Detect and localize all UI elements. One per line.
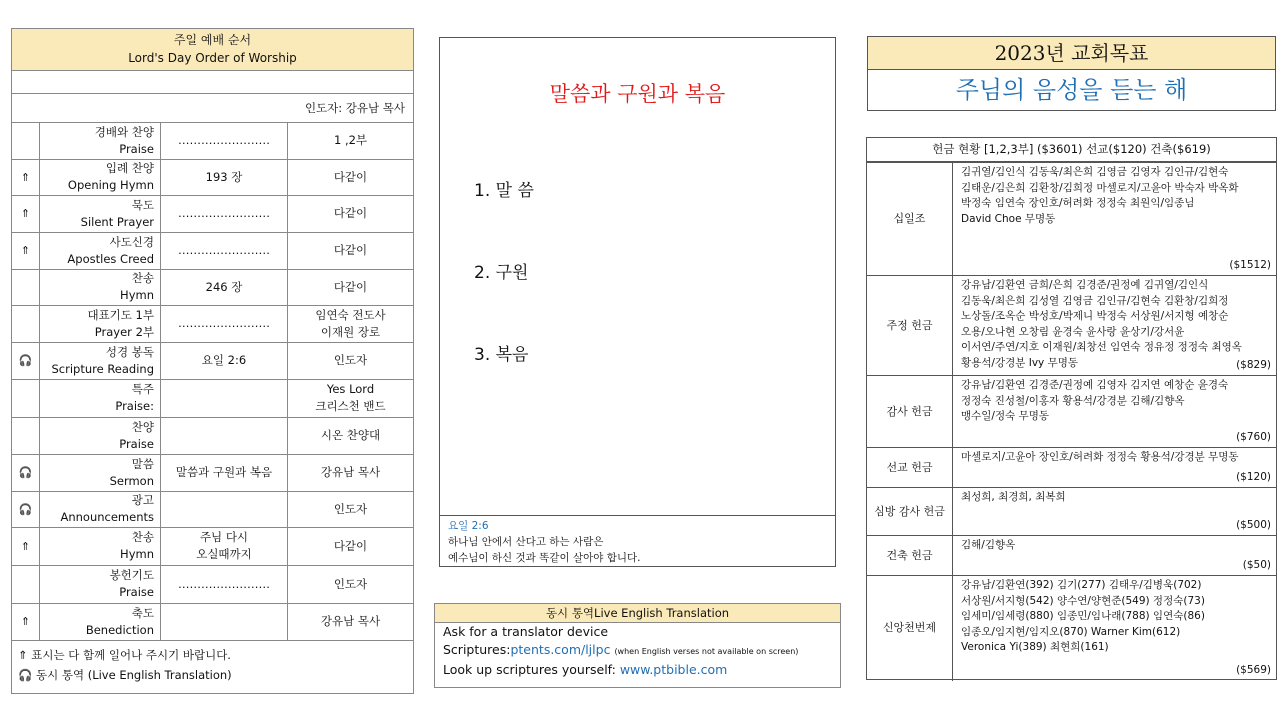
offering-rows xyxy=(867,162,1276,681)
row-icon: 🎧 xyxy=(12,491,40,527)
donor-line: 정정숙 진성철/이홍자 황용석/강경분 김해/김향옥 xyxy=(961,394,1185,407)
donor-line: 맹수일/정숙 무명동 xyxy=(961,410,1050,422)
stand-note: ⇑ 표시는 다 함께 일어나 주시기 바랍니다. xyxy=(18,647,231,662)
goal-motto: 주님의 음성을 듣는 해 xyxy=(955,76,1188,104)
row-name xyxy=(40,269,161,305)
translation-line-2 xyxy=(435,641,840,661)
translation-box xyxy=(434,603,841,688)
row-name xyxy=(40,379,161,417)
donor-line: 임종오/임지현/임지오(870) Warner Kim(612) xyxy=(961,625,1181,638)
row-detail xyxy=(161,379,288,417)
row-person xyxy=(288,454,414,491)
offering-label: 신앙천번제 xyxy=(867,576,953,681)
order-row xyxy=(12,123,413,159)
row-person-text: 임연숙 전도사 xyxy=(315,307,386,322)
row-detail xyxy=(161,565,288,603)
row-name-ko: 특주 xyxy=(131,382,154,396)
offering-table xyxy=(866,137,1277,680)
row-name-ko: 입례 찬양 xyxy=(105,161,154,175)
offering-label: 심방 감사 헌금 xyxy=(867,488,953,536)
offering-donors xyxy=(953,448,1277,488)
row-detail xyxy=(161,232,288,269)
order-row xyxy=(12,269,413,305)
row-person xyxy=(288,159,414,195)
row-icon: ⇑ xyxy=(12,159,40,195)
row-person xyxy=(288,527,414,565)
donor-line: Veronica Yi(389) 최현희(161) xyxy=(961,641,1109,653)
row-detail-text: …………………… xyxy=(178,206,270,220)
row-person xyxy=(288,603,414,640)
offering-donors xyxy=(953,576,1277,681)
offering-amount: ($500) xyxy=(1236,518,1271,531)
row-name-ko: 대표기도 1부 xyxy=(87,307,154,322)
donor-line: 김동욱/최은희 김성열 김영금 김인규/김현숙 김환창/김희정 xyxy=(961,294,1229,307)
donor-line: 이서연/주연/지호 이재원/최창선 임연숙 정유정 정정숙 최영옥 xyxy=(961,341,1242,353)
donor-line: 김해/김향옥 xyxy=(961,539,1016,551)
order-row xyxy=(12,603,413,640)
offering-donors xyxy=(953,536,1277,576)
scriptures-label: Scriptures: xyxy=(443,642,511,657)
order-row xyxy=(12,417,413,454)
row-name-en: Sermon xyxy=(109,473,154,488)
row-detail-text: 요일 2:6 xyxy=(201,353,247,367)
row-icon xyxy=(12,123,40,159)
row-name xyxy=(40,123,161,159)
row-person-text: 다같이 xyxy=(333,243,368,257)
row-detail xyxy=(161,491,288,527)
offering-row xyxy=(867,536,1276,576)
offering-label: 선교 헌금 xyxy=(867,448,953,488)
row-name-ko: 경배와 찬양 xyxy=(94,124,154,139)
worship-order-table xyxy=(11,28,414,694)
row-detail xyxy=(161,454,288,491)
offering-label: 감사 헌금 xyxy=(867,376,953,448)
row-name-ko: 성경 봉독 xyxy=(105,344,154,359)
scriptures-link[interactable]: ptents.com/ljlpc xyxy=(510,642,611,657)
row-name-en: Announcements xyxy=(60,510,154,524)
row-person-text: 강유남 목사 xyxy=(320,465,381,479)
row-person-text-2: 크리스천 밴드 xyxy=(315,399,386,413)
donor-line: 서상원/서지형(542) 양수연/양현준(549) 정정숙(73) xyxy=(961,594,1205,607)
row-icon: 🎧 xyxy=(12,454,40,491)
row-person-text: 1 ,2부 xyxy=(333,133,368,148)
order-row xyxy=(12,195,413,232)
row-name xyxy=(40,527,161,565)
donor-line: 강유남/김환연(392) 김기(277) 김태우/김병욱(702) xyxy=(961,579,1202,591)
row-person-text-2: 이재원 장로 xyxy=(320,324,381,339)
row-person xyxy=(288,491,414,527)
row-name-en: Prayer 2부 xyxy=(94,324,154,339)
offering-row xyxy=(867,448,1276,488)
donor-line: 김귀열/김인식 김동욱/최은희 김영금 김영자 김인규/김현숙 xyxy=(961,166,1229,178)
row-name xyxy=(40,159,161,195)
row-name-en: Praise: xyxy=(115,399,154,413)
row-person-text: 다같이 xyxy=(333,169,368,184)
row-name-ko: 찬송 xyxy=(131,271,154,285)
row-detail xyxy=(161,305,288,342)
row-person-text: 시온 찬양대 xyxy=(320,428,381,442)
row-name-ko: 광고 xyxy=(131,493,154,507)
donor-line: 노상돌/조옥순 박성호/박제니 박정숙 서상원/서지형 예창순 xyxy=(961,310,1229,322)
row-detail-text: …………………… xyxy=(178,316,270,330)
order-header xyxy=(12,29,413,71)
order-footnotes xyxy=(12,641,413,689)
row-name xyxy=(40,565,161,603)
offering-row xyxy=(867,163,1276,276)
order-row xyxy=(12,342,413,379)
verse-line-1: 하나님 안에서 산다고 하는 사람은 xyxy=(448,536,604,548)
row-icon xyxy=(12,417,40,454)
row-detail-text: 193 장 xyxy=(205,169,243,184)
row-name xyxy=(40,342,161,379)
row-detail xyxy=(161,527,288,565)
row-detail xyxy=(161,603,288,640)
row-name xyxy=(40,305,161,342)
row-icon: 🎧 xyxy=(12,342,40,379)
row-detail-text: …………………… xyxy=(178,133,270,148)
donor-line: 오용/오나현 오창림 윤경숙 윤사랑 윤상기/강서윤 xyxy=(961,325,1185,338)
row-name-en: Apostles Creed xyxy=(67,251,154,266)
row-person-text: 다같이 xyxy=(333,206,368,220)
order-row xyxy=(12,527,413,565)
goal-year: 2023년 교회목표 xyxy=(868,37,1275,70)
blank-row xyxy=(12,71,413,94)
order-title-en: Lord's Day Order of Worship xyxy=(128,51,297,65)
offering-amount: ($569) xyxy=(1236,664,1271,676)
row-person xyxy=(288,123,414,159)
verse-line-2: 예수님이 하신 것과 똑같이 살아야 합니다. xyxy=(448,552,641,564)
translation-line-1: Ask for a translator device xyxy=(443,624,609,639)
row-person-text: 인도자 xyxy=(333,501,368,516)
row-name-ko: 사도신경 xyxy=(109,234,154,249)
offering-row xyxy=(867,488,1276,536)
row-detail-text: 말씀과 구원과 복음 xyxy=(175,465,273,479)
donor-line: 강유남/김환연 김경준/권정예 김영자 김지연 예창순 윤경숙 xyxy=(961,379,1229,391)
offering-label: 주정 헌금 xyxy=(867,276,953,376)
row-detail xyxy=(161,195,288,232)
offering-amount: ($1512) xyxy=(1229,258,1271,271)
translation-line-3 xyxy=(435,661,840,679)
row-name-en: Praise xyxy=(119,141,154,156)
row-name-en: Scripture Reading xyxy=(51,361,154,376)
row-person xyxy=(288,195,414,232)
row-person xyxy=(288,269,414,305)
order-rows xyxy=(12,123,413,641)
row-detail xyxy=(161,159,288,195)
offering-header: 헌금 현황 [1,2,3부] ($3601) 선교($120) 건축($619) xyxy=(867,138,1276,162)
sermon-box xyxy=(439,37,836,567)
row-person-text: 다같이 xyxy=(333,538,368,553)
offering-donors xyxy=(953,276,1277,376)
order-row xyxy=(12,305,413,342)
offering-label: 십일조 xyxy=(867,163,953,276)
row-name xyxy=(40,232,161,269)
donor-line: David Choe 무명동 xyxy=(961,212,1056,225)
row-icon xyxy=(12,269,40,305)
row-icon xyxy=(12,305,40,342)
order-row xyxy=(12,565,413,603)
row-icon: ⇑ xyxy=(12,232,40,269)
row-name-en: Silent Prayer xyxy=(80,214,154,229)
row-name xyxy=(40,417,161,454)
row-person-text: 다같이 xyxy=(333,279,368,294)
row-detail xyxy=(161,417,288,454)
row-name-en: Benediction xyxy=(85,622,154,637)
offering-amount: ($760) xyxy=(1236,430,1271,443)
row-icon: ⇑ xyxy=(12,195,40,232)
row-name-en: Hymn xyxy=(120,547,154,561)
row-person-text: 강유남 목사 xyxy=(320,614,381,628)
row-name xyxy=(40,491,161,527)
church-goal-box xyxy=(867,36,1276,111)
sermon-point-1: 1. 말 씀 xyxy=(474,181,534,201)
ptbible-link[interactable]: www.ptbible.com xyxy=(619,662,728,677)
row-person-text: Yes Lord xyxy=(326,382,375,396)
row-person-text: 인도자 xyxy=(333,576,368,591)
row-icon xyxy=(12,379,40,417)
row-icon: ⇑ xyxy=(12,527,40,565)
leader-line: 인도자: 강유남 목사 xyxy=(12,94,413,123)
verse-box xyxy=(440,515,835,566)
lookup-label: Look up scriptures yourself: xyxy=(443,662,620,677)
donor-line: 최성희, 최경희, 최복희 xyxy=(961,491,1066,503)
order-row xyxy=(12,232,413,269)
translation-note: 🎧 동시 통역 (Live English Translation) xyxy=(18,667,232,682)
row-name-ko: 찬양 xyxy=(131,419,154,434)
donor-line: 임세미/임세령(880) 임종민/임나래(788) 임연숙(86) xyxy=(961,610,1205,622)
row-person xyxy=(288,342,414,379)
offering-row xyxy=(867,276,1276,376)
donor-line: 강유남/김환연 금희/은희 김경준/권정예 김귀열/김인식 xyxy=(961,279,1209,291)
row-name-ko: 묵도 xyxy=(131,197,154,212)
row-name xyxy=(40,603,161,640)
row-detail xyxy=(161,123,288,159)
offering-amount: ($120) xyxy=(1236,470,1271,483)
row-name-en: Praise xyxy=(119,436,154,451)
offering-row xyxy=(867,576,1276,681)
row-detail-text: …………………… xyxy=(178,576,270,591)
row-name-ko: 말씀 xyxy=(131,456,154,471)
order-row xyxy=(12,491,413,527)
row-icon xyxy=(12,565,40,603)
sermon-point-2: 2. 구원 xyxy=(474,263,529,283)
translation-header: 동시 통역Live English Translation xyxy=(435,604,840,623)
row-name-ko: 봉헌기도 xyxy=(109,568,154,582)
row-name xyxy=(40,195,161,232)
row-name xyxy=(40,454,161,491)
row-detail-text: …………………… xyxy=(178,243,270,257)
order-row xyxy=(12,379,413,417)
offering-donors xyxy=(953,376,1277,448)
row-name-en: Hymn xyxy=(120,288,154,302)
row-person-text: 인도자 xyxy=(333,353,368,367)
row-detail xyxy=(161,342,288,379)
order-row xyxy=(12,454,413,491)
offering-amount: ($50) xyxy=(1242,558,1271,571)
row-person xyxy=(288,232,414,269)
donor-line: 마셀로지/고윤아 장인호/허려화 정정숙 황용석/강경분 무명동 xyxy=(961,451,1239,463)
row-person xyxy=(288,305,414,342)
row-detail xyxy=(161,269,288,305)
row-person xyxy=(288,379,414,417)
row-detail-text: 주님 다시 xyxy=(199,530,249,544)
offering-donors xyxy=(953,488,1277,536)
order-title-ko: 주일 예배 순서 xyxy=(173,33,252,47)
row-detail-text-2: 오실때까지 xyxy=(196,547,252,561)
order-row xyxy=(12,159,413,195)
donor-line: 황용석/강경분 Ivy 무명동 xyxy=(961,356,1079,369)
row-name-en: Praise xyxy=(119,585,154,599)
row-detail-text: 246 장 xyxy=(205,279,243,294)
offering-donors xyxy=(953,163,1277,276)
row-icon: ⇑ xyxy=(12,603,40,640)
sermon-title: 말씀과 구원과 복음 xyxy=(549,82,726,106)
row-name-ko: 축도 xyxy=(131,605,154,620)
offering-row xyxy=(867,376,1276,448)
verse-ref: 요일 2:6 xyxy=(448,520,489,532)
donor-line: 박정숙 임연숙 장인호/허려화 정정숙 최원익/임종님 xyxy=(961,197,1195,209)
row-name-en: Opening Hymn xyxy=(67,178,154,192)
offering-amount: ($829) xyxy=(1236,358,1271,371)
row-person xyxy=(288,417,414,454)
row-name-ko: 찬송 xyxy=(131,530,154,544)
donor-line: 김태운/김은희 김환창/김희정 마셀로지/고윤아 박숙자 박옥화 xyxy=(961,181,1239,194)
scriptures-note: (when English verses not available on screen) xyxy=(614,647,799,656)
offering-label: 건축 헌금 xyxy=(867,536,953,576)
row-person xyxy=(288,565,414,603)
sermon-point-3: 3. 복음 xyxy=(474,345,529,365)
